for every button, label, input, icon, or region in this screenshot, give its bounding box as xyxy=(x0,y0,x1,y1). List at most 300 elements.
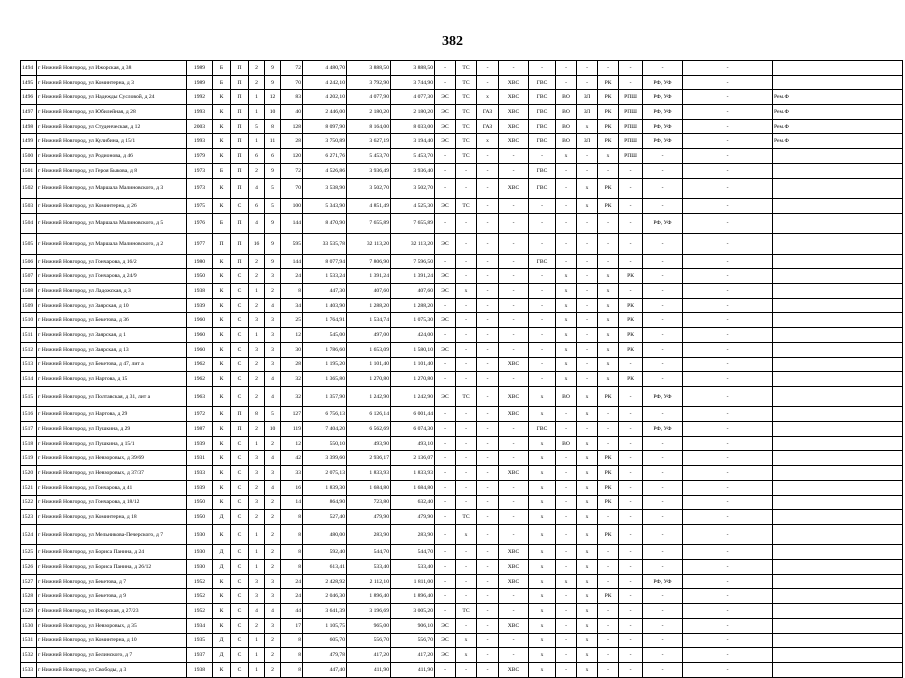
table-cell: - xyxy=(643,618,683,633)
table-cell: - xyxy=(477,648,499,663)
table-cell: 3 xyxy=(265,618,281,633)
table-cell: 7 404,20 xyxy=(303,422,347,437)
table-cell: ГВС xyxy=(529,254,556,269)
table-cell: х xyxy=(456,633,477,648)
table-cell: - xyxy=(619,254,643,269)
table-cell: 8 164,00 xyxy=(347,119,391,134)
table-cell: г Нижний Новгород, ул Кулибина, д 15/1 xyxy=(37,134,187,149)
table-cell: - xyxy=(577,422,598,437)
table-cell: ТС xyxy=(456,149,477,164)
table-cell: х xyxy=(577,574,598,589)
table-cell: 3 xyxy=(249,466,265,481)
table-cell: 1975 xyxy=(187,199,213,214)
table-cell: 3 399,60 xyxy=(303,451,347,466)
table-cell: 144 xyxy=(281,213,303,234)
table-cell: 34 xyxy=(281,298,303,313)
table-cell: 605,70 xyxy=(303,633,347,648)
table-cell: г Нижний Новгород, ул Гончарова, д 16/2 xyxy=(37,254,187,269)
table-cell: - xyxy=(477,178,499,199)
table-cell: - xyxy=(456,545,477,560)
table-cell: РК xyxy=(619,328,643,343)
table-cell: - xyxy=(683,604,773,619)
table-row xyxy=(21,61,903,76)
table-cell xyxy=(773,495,903,510)
table-cell: ЭС xyxy=(435,284,456,299)
table-cell: - xyxy=(456,269,477,284)
table-cell: 1 270,80 xyxy=(391,372,435,387)
table-cell: 4 xyxy=(249,213,265,234)
table-cell: - xyxy=(643,510,683,525)
table-row xyxy=(21,589,903,604)
table-cell: - xyxy=(435,451,456,466)
table-cell: ХВС xyxy=(499,386,529,407)
table-cell xyxy=(773,284,903,299)
table-cell: 1 896,40 xyxy=(347,589,391,604)
table-row xyxy=(21,662,903,677)
table-cell: - xyxy=(477,451,499,466)
table-cell: 965,00 xyxy=(347,618,391,633)
table-cell: г Нижний Новгород, ул Коминтерна, д 10 xyxy=(37,633,187,648)
table-cell: - xyxy=(499,342,529,357)
table-cell: 1938 xyxy=(187,284,213,299)
table-cell: - xyxy=(683,524,773,545)
table-cell: х xyxy=(556,284,577,299)
table-cell: 1528 xyxy=(21,589,37,604)
table-cell: - xyxy=(477,386,499,407)
table-cell: х xyxy=(556,328,577,343)
table-cell: ЭС xyxy=(435,633,456,648)
table-cell: 1973 xyxy=(187,178,213,199)
table-cell: - xyxy=(683,119,773,134)
table-cell: 1501 xyxy=(21,163,37,178)
table-cell: - xyxy=(556,451,577,466)
table-cell: г Нижний Новгород, ул Родионова, д 46 xyxy=(37,149,187,164)
table-cell: - xyxy=(456,298,477,313)
table-cell: РПШ xyxy=(619,105,643,120)
table-cell: 1514 xyxy=(21,372,37,387)
table-cell: 1 xyxy=(249,284,265,299)
table-cell: 32 113,20 xyxy=(347,234,391,255)
table-cell: - xyxy=(643,178,683,199)
table-cell: - xyxy=(643,163,683,178)
table-cell: - xyxy=(683,269,773,284)
table-cell: 1504 xyxy=(21,213,37,234)
table-cell: П xyxy=(231,105,249,120)
table-cell: ХВС xyxy=(499,618,529,633)
table-cell: Д xyxy=(213,648,231,663)
table-cell: 4 xyxy=(265,372,281,387)
table-cell: 1 270,80 xyxy=(347,372,391,387)
table-row xyxy=(21,163,903,178)
table-cell: - xyxy=(683,213,773,234)
table-cell: 864,90 xyxy=(303,495,347,510)
table-cell: - xyxy=(499,61,529,76)
table-cell: ХВС xyxy=(499,574,529,589)
table-cell: С xyxy=(231,495,249,510)
table-cell: х xyxy=(598,357,619,372)
table-cell: - xyxy=(643,436,683,451)
table-cell: - xyxy=(477,357,499,372)
table-cell: 8 xyxy=(249,407,265,422)
table-cell: х xyxy=(577,436,598,451)
table-cell: - xyxy=(643,560,683,575)
table-row xyxy=(21,480,903,495)
table-cell: 3 xyxy=(249,313,265,328)
table-cell: 447,30 xyxy=(303,284,347,299)
table-cell: К xyxy=(213,386,231,407)
table-cell: г Нижний Новгород, ул Бориса Панина, д 24 xyxy=(37,545,187,560)
table-cell: 5 453,70 xyxy=(347,149,391,164)
table-cell: - xyxy=(477,149,499,164)
table-cell: ХВС xyxy=(499,662,529,677)
table-cell xyxy=(773,510,903,525)
table-cell: - xyxy=(683,199,773,214)
table-cell: 8 033,00 xyxy=(391,119,435,134)
table-cell: 128 xyxy=(281,119,303,134)
table-cell: 10 xyxy=(265,105,281,120)
table-cell: 144 xyxy=(281,254,303,269)
table-cell: г Нижний Новгород, ул Невзоровых, д 35 xyxy=(37,618,187,633)
table-cell: 1952 xyxy=(187,589,213,604)
table-cell: - xyxy=(619,234,643,255)
table-cell: 1939 xyxy=(187,436,213,451)
table-cell: - xyxy=(683,436,773,451)
table-cell: 33 535,78 xyxy=(303,234,347,255)
table-cell: г Нижний Новгород, ул Маршала Малиновского, д 3 xyxy=(37,178,187,199)
table-cell: 120 xyxy=(281,149,303,164)
table-cell: ГВС xyxy=(529,119,556,134)
table-cell: 1503 xyxy=(21,199,37,214)
table-cell: - xyxy=(683,313,773,328)
table-cell: ТС xyxy=(456,510,477,525)
table-cell: 8 xyxy=(265,119,281,134)
table-cell: х xyxy=(529,480,556,495)
table-cell: - xyxy=(683,662,773,677)
table-cell: 9 xyxy=(265,254,281,269)
table-cell: - xyxy=(556,254,577,269)
table-cell: 1 xyxy=(249,633,265,648)
table-cell: - xyxy=(456,254,477,269)
table-cell: - xyxy=(477,604,499,619)
table-cell: 4 xyxy=(265,604,281,619)
table-cell: х xyxy=(577,199,598,214)
table-cell: - xyxy=(456,234,477,255)
table-cell: - xyxy=(683,618,773,633)
table-cell: 411,90 xyxy=(391,662,435,677)
table-cell: 1515 xyxy=(21,386,37,407)
table-cell: - xyxy=(683,178,773,199)
table-cell: - xyxy=(529,199,556,214)
table-cell: 2 xyxy=(249,422,265,437)
table-row xyxy=(21,422,903,437)
table-cell: ГВС xyxy=(529,163,556,178)
table-cell: С xyxy=(231,298,249,313)
table-cell: 6 562,69 xyxy=(347,422,391,437)
table-cell: х xyxy=(529,545,556,560)
table-cell: 8 xyxy=(281,662,303,677)
table-cell: - xyxy=(477,213,499,234)
table-cell: 1 101,40 xyxy=(391,357,435,372)
table-cell: х xyxy=(577,648,598,663)
table-cell: 3 888,50 xyxy=(391,61,435,76)
table-cell xyxy=(773,574,903,589)
table-cell: - xyxy=(456,589,477,604)
table-cell: - xyxy=(643,495,683,510)
table-cell: 2 xyxy=(249,510,265,525)
table-cell: Д xyxy=(213,560,231,575)
table-row xyxy=(21,604,903,619)
table-cell: - xyxy=(499,313,529,328)
table-cell: - xyxy=(619,163,643,178)
table-cell: 10 xyxy=(265,422,281,437)
table-cell: 24 xyxy=(281,574,303,589)
table-cell: 1509 xyxy=(21,298,37,313)
table-cell: - xyxy=(499,524,529,545)
table-cell: х xyxy=(598,284,619,299)
table-cell: х xyxy=(577,545,598,560)
table-cell: 1 xyxy=(249,545,265,560)
table-cell: х xyxy=(577,589,598,604)
table-cell: - xyxy=(556,589,577,604)
table-cell: РК xyxy=(598,451,619,466)
table-cell: РПШ xyxy=(619,119,643,134)
table-cell: 25 xyxy=(281,313,303,328)
table-cell: 4 xyxy=(265,298,281,313)
table-cell: 40 xyxy=(281,105,303,120)
table-cell: 3 196,69 xyxy=(347,604,391,619)
table-cell: х xyxy=(556,574,577,589)
table-cell: 545,00 xyxy=(303,328,347,343)
table-cell: 7 596,50 xyxy=(391,254,435,269)
table-cell: 24 xyxy=(281,269,303,284)
table-cell: 533,40 xyxy=(347,560,391,575)
table-cell: 2 136,07 xyxy=(391,451,435,466)
table-cell: г Нижний Новгород, ул Заярская, д 10 xyxy=(37,298,187,313)
table-cell: 72 xyxy=(281,163,303,178)
table-cell: 8 470,90 xyxy=(303,213,347,234)
table-cell: - xyxy=(435,75,456,90)
table-cell: 6 271,76 xyxy=(303,149,347,164)
table-cell: 2 xyxy=(265,662,281,677)
table-cell: 550,10 xyxy=(303,436,347,451)
table-cell: - xyxy=(529,269,556,284)
table-cell: 1522 xyxy=(21,495,37,510)
table-cell: 2 xyxy=(249,298,265,313)
table-cell: 2 xyxy=(265,524,281,545)
table-cell: 9 xyxy=(265,75,281,90)
table-cell: 4 525,30 xyxy=(391,199,435,214)
table-cell xyxy=(773,545,903,560)
table-cell: ЭС xyxy=(435,199,456,214)
table-cell: 1973 xyxy=(187,163,213,178)
table-cell: ГАЗ xyxy=(477,105,499,120)
table-cell: 1960 xyxy=(187,342,213,357)
table-cell: 5 xyxy=(265,178,281,199)
table-cell: х xyxy=(529,574,556,589)
table-cell: 417,20 xyxy=(347,648,391,663)
table-cell: - xyxy=(556,422,577,437)
table-cell: - xyxy=(643,466,683,481)
table-cell: Д xyxy=(213,633,231,648)
table-cell: - xyxy=(598,213,619,234)
table-cell: - xyxy=(643,604,683,619)
table-cell: ХВС xyxy=(499,90,529,105)
table-cell: - xyxy=(529,61,556,76)
table-cell: - xyxy=(643,407,683,422)
table-cell: 283,90 xyxy=(347,524,391,545)
table-cell: 1992 xyxy=(187,90,213,105)
table-cell: РФ, УФ xyxy=(643,386,683,407)
table-cell: - xyxy=(643,357,683,372)
table-cell: ТС xyxy=(456,75,477,90)
table-cell: 1 533,24 xyxy=(303,269,347,284)
table-cell xyxy=(773,560,903,575)
table-cell: - xyxy=(499,436,529,451)
table-row xyxy=(21,298,903,313)
table-cell: г Нижний Новгород, ул Коминтерна, д 18 xyxy=(37,510,187,525)
table-cell: 1532 xyxy=(21,648,37,663)
table-cell: С xyxy=(231,466,249,481)
table-cell: - xyxy=(529,313,556,328)
table-cell: г Нижний Новгород, ул Юбилейная, д 28 xyxy=(37,105,187,120)
table-cell: х xyxy=(598,328,619,343)
table-cell: 3 744,90 xyxy=(391,75,435,90)
table-cell: РФ, УФ xyxy=(643,105,683,120)
table-cell: 1 833,93 xyxy=(391,466,435,481)
table-cell: х xyxy=(556,372,577,387)
table-cell: - xyxy=(499,422,529,437)
table-cell: х xyxy=(577,495,598,510)
table-cell: - xyxy=(499,510,529,525)
table-cell: 1521 xyxy=(21,480,37,495)
table-cell: 592,40 xyxy=(303,545,347,560)
table-cell: - xyxy=(598,61,619,76)
table-cell: х xyxy=(529,662,556,677)
table-cell: 1502 xyxy=(21,178,37,199)
table-cell: К xyxy=(213,480,231,495)
table-cell: 9 xyxy=(265,61,281,76)
table-cell: - xyxy=(435,662,456,677)
table-cell xyxy=(773,662,903,677)
table-cell: 1525 xyxy=(21,545,37,560)
table-cell: - xyxy=(619,357,643,372)
table-cell: 2 xyxy=(249,269,265,284)
table-cell: - xyxy=(477,545,499,560)
table-cell: 1 534,74 xyxy=(347,313,391,328)
table-cell: - xyxy=(643,451,683,466)
table-cell: 2 xyxy=(249,386,265,407)
table-cell: - xyxy=(556,662,577,677)
table-cell: 1950 xyxy=(187,495,213,510)
table-cell: - xyxy=(499,234,529,255)
table-cell: П xyxy=(231,75,249,90)
table-cell: г Нижний Новгород, ул Коминтерна, д 26 xyxy=(37,199,187,214)
table-cell: П xyxy=(231,90,249,105)
table-cell: 1518 xyxy=(21,436,37,451)
table-cell: 4 xyxy=(265,451,281,466)
table-cell: 1 403,90 xyxy=(303,298,347,313)
table-cell: - xyxy=(619,560,643,575)
table-cell: - xyxy=(619,495,643,510)
table-cell: С xyxy=(231,604,249,619)
table-cell: - xyxy=(598,560,619,575)
table-cell: - xyxy=(643,328,683,343)
table-cell: 3 936,49 xyxy=(347,163,391,178)
table-cell: - xyxy=(456,372,477,387)
table-row xyxy=(21,466,903,481)
table-cell: 2 xyxy=(265,510,281,525)
table-cell: П xyxy=(231,254,249,269)
table-row xyxy=(21,90,903,105)
table-cell: К xyxy=(213,451,231,466)
table-cell: - xyxy=(598,254,619,269)
table-cell: - xyxy=(683,589,773,604)
table-row xyxy=(21,524,903,545)
table-cell: 16 xyxy=(249,234,265,255)
table-cell: г Нижний Новгород, ул Гончарова, д 24/9 xyxy=(37,269,187,284)
table-cell: К xyxy=(213,90,231,105)
table-cell: 1993 xyxy=(187,134,213,149)
table-cell: х xyxy=(577,480,598,495)
table-cell: 1523 xyxy=(21,510,37,525)
table-cell: - xyxy=(683,234,773,255)
table-cell: - xyxy=(435,436,456,451)
table-cell: - xyxy=(556,75,577,90)
table-cell: - xyxy=(499,269,529,284)
table-cell: С xyxy=(231,372,249,387)
table-cell: 1930 xyxy=(187,545,213,560)
table-cell: г Нижний Новгород, ул Ладожская, д 3 xyxy=(37,284,187,299)
table-cell xyxy=(773,357,903,372)
table-cell: - xyxy=(456,407,477,422)
table-cell: - xyxy=(556,633,577,648)
table-cell: - xyxy=(499,328,529,343)
table-cell: г Нижний Новгород, ул Надежды Сусловой, д 24 xyxy=(37,90,187,105)
page-number: 382 xyxy=(442,34,463,49)
table-cell: РФ, УФ xyxy=(643,213,683,234)
table-cell: - xyxy=(477,480,499,495)
table-cell: 1 357,90 xyxy=(303,386,347,407)
table-cell: х xyxy=(577,119,598,134)
table-cell: 2 xyxy=(249,163,265,178)
table-cell: 1510 xyxy=(21,313,37,328)
table-cell: П xyxy=(231,213,249,234)
table-cell: - xyxy=(619,75,643,90)
table-cell: 1 684,80 xyxy=(347,480,391,495)
table-cell: - xyxy=(619,407,643,422)
table-cell: 1963 xyxy=(187,386,213,407)
table-cell: х xyxy=(529,648,556,663)
table-cell: 2 xyxy=(249,61,265,76)
table-cell: 3 792,90 xyxy=(347,75,391,90)
table-cell: 2 180,20 xyxy=(347,105,391,120)
table-cell: - xyxy=(643,254,683,269)
table-cell: х xyxy=(577,451,598,466)
table-cell: 1512 xyxy=(21,342,37,357)
table-cell: 1962 xyxy=(187,357,213,372)
table-cell: П xyxy=(231,163,249,178)
table-cell: К xyxy=(213,254,231,269)
table-cell: 479,90 xyxy=(347,510,391,525)
table-cell: 1520 xyxy=(21,466,37,481)
table-cell: 127 xyxy=(281,407,303,422)
table-cell: К xyxy=(213,269,231,284)
table-cell: - xyxy=(619,178,643,199)
table-cell: Б xyxy=(213,75,231,90)
table-cell: - xyxy=(456,422,477,437)
table-cell: Рем.Ф xyxy=(773,119,903,134)
table-cell: С xyxy=(231,269,249,284)
